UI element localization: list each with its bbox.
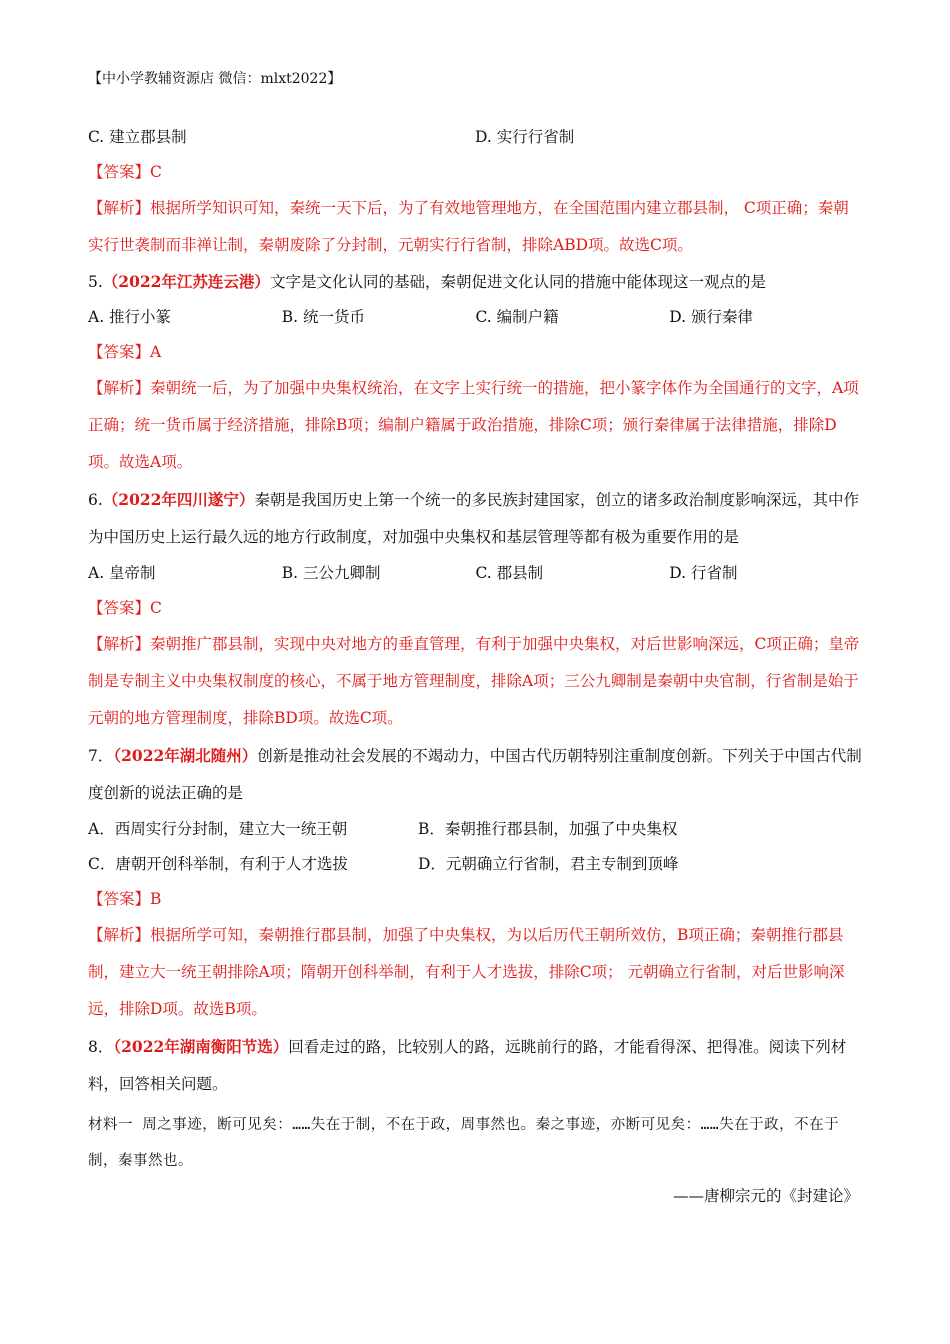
- q6-option-d: D. 行省制: [669, 564, 738, 582]
- q5-analysis: 【解析】秦朝统一后，为了加强中央集权统治，在文字上实行统一的措施，把小篆字体作为全国通行的文字，A项正确；统一货币属于经济措施，排除B项；编制户籍属于政治措施，排除C项；颁行秦律属于法律措施，排除D项。故选A项。: [88, 379, 859, 471]
- q4-option-c: C. 建立郡县制: [88, 128, 187, 146]
- q6-stem-line: [88, 481, 863, 556]
- page-header: 【中小学教辅资源店 微信：mlxt2022】: [88, 71, 342, 87]
- q8-source: （2022年湖南衡阳节选）: [113, 1037, 289, 1056]
- q8-material-1: 材料一 周之事迹，断可见矣：……失在于制，不在于政，周事然也。秦之事迹，亦断可见矣：……失在于政，不在于制，秦事然也。: [88, 1117, 840, 1169]
- q7-option-c: C．唐朝开创科举制，有利于人才选拔: [88, 855, 348, 873]
- q6-options: [88, 556, 863, 591]
- q6-number: 6.: [88, 491, 103, 509]
- q7-analysis: 【解析】根据所学可知，秦朝推行郡县制，加强了中央集权，为以后历代王朝所效仿，B项正确；秦朝推行郡县制，建立大一统王朝排除A项；隋朝开创科举制，有利于人才选拔，排除C项； 元朝确立行省制，对后世影响深远，排除D项。故选B项。: [88, 926, 845, 1018]
- q7-option-b: B．秦朝推行郡县制，加强了中央集权: [418, 820, 678, 838]
- q6-option-c: C. 郡县制: [475, 564, 544, 582]
- q8-stem: 回看走过的路，比较别人的路，远眺前行的路，才能看得深、把得准。阅读下列材料，回答相关问题。: [88, 1038, 847, 1093]
- q6-option-a: A. 皇帝制: [88, 564, 156, 582]
- q6-stem: 秦朝是我国历史上第一个统一的多民族封建国家，创立的诸多政治制度影响深远，其中作为中国历史上运行最久远的地方行政制度，对加强中央集权和基层管理等都有极为重要作用的是: [88, 491, 859, 546]
- q6-answer: 【答案】C: [88, 599, 162, 617]
- q6-analysis: 【解析】秦朝推广郡县制，实现中央对地方的垂直管理，有利于加强中央集权，对后世影响深远，C项正确；皇帝制是专制主义中央集权制度的核心，不属于地方管理制度，排除A项；三公九卿制是秦朝中央官制，行省制是始于元朝的地方管理制度，排除BD项。故选C项。: [88, 635, 860, 727]
- q7-options-row2: [88, 847, 863, 882]
- q5-option-a: A. 推行小篆: [88, 308, 172, 326]
- q7-source: （2022年湖北随州）: [113, 746, 258, 765]
- q5-option-c: C. 编制户籍: [475, 308, 559, 326]
- q4-analysis: 【解析】根据所学知识可知，秦统一天下后，为了有效地管理地方，在全国范围内建立郡县制， C项正确；秦朝实行世袭制而非禅让制，秦朝废除了分封制，元朝实行行省制，排除ABD项。故选C项。: [88, 199, 849, 254]
- q8-material-source: ——唐柳宗元的《封建论》: [672, 1187, 859, 1205]
- q7-stem: 创新是推动社会发展的不竭动力，中国古代历朝特别注重制度创新。下列关于中国古代制度创新的说法正确的是: [88, 747, 862, 802]
- q8-number: 8．: [88, 1038, 114, 1056]
- q5-stem-line: [88, 264, 863, 300]
- q4-answer: 【答案】C: [88, 163, 162, 181]
- page-content: [88, 120, 863, 1213]
- q7-options-row1: [88, 812, 863, 847]
- q4-option-d: D. 实行行省制: [475, 128, 575, 146]
- q7-stem-line: [88, 737, 863, 812]
- q7-number: 7．: [88, 747, 114, 765]
- q8-stem-line: [88, 1028, 863, 1103]
- q7-answer: 【答案】B: [88, 890, 162, 908]
- q6-option-b: B. 三公九卿制: [281, 564, 381, 582]
- q7-option-a: A．西周实行分封制，建立大一统王朝: [88, 820, 348, 838]
- q5-number: 5.: [88, 273, 103, 291]
- q6-source: （2022年四川遂宁）: [102, 490, 255, 509]
- q5-source: （2022年江苏连云港）: [102, 272, 270, 291]
- q5-stem: 文字是文化认同的基础，秦朝促进文化认同的措施中能体现这一观点的是: [269, 273, 766, 291]
- q4-options: [88, 120, 863, 155]
- q5-answer: 【答案】A: [88, 343, 162, 361]
- q5-option-b: B. 统一货币: [281, 308, 365, 326]
- q7-option-d: D．元朝确立行省制，君主专制到顶峰: [418, 855, 679, 873]
- q5-option-d: D. 颁行秦律: [669, 308, 753, 326]
- q5-options: [88, 300, 863, 335]
